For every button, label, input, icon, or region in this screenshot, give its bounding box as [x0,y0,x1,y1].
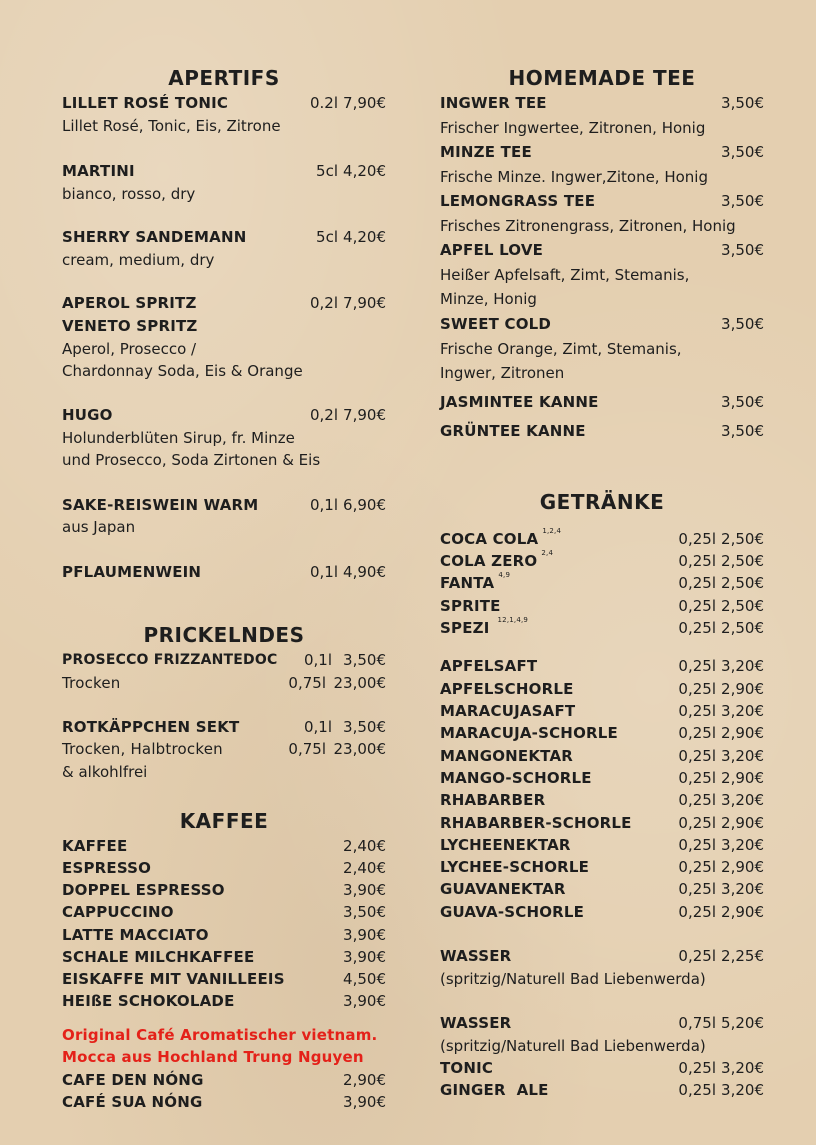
menu-item [440,572,764,594]
item-price: 3,20€ [721,1059,764,1077]
item-price: 23,00€ [333,674,386,692]
item-price: 4,50€ [343,970,386,988]
item-name: MARACUJA-SCHORLE [440,724,618,742]
item-price: 2,90€ [721,680,764,698]
item-name: GRÜNTEE KANNE [440,422,586,440]
menu-item [440,856,764,878]
item-price: 3,50€ [721,241,764,259]
item-description: cream, medium, dry [62,251,215,269]
menu-item [62,160,386,182]
menu-item [440,945,764,967]
menu-item [62,404,386,426]
item-name-text: COCA COLA [440,530,539,548]
special-note [62,1046,386,1068]
item-price: 3,50€ [721,94,764,112]
item-name: TONIC [440,1059,494,1077]
item-description: bianco, rosso, dry [62,185,196,203]
item-quantity: 0,75l [288,740,326,758]
footnote-marker: 4,9 [498,571,511,579]
item-quantity: 0,25l [678,657,716,675]
item-name: VENETO SPRITZ [62,317,198,335]
item-name: RHABARBER-SCHORLE [440,814,632,832]
item-name: APFELSCHORLE [440,680,574,698]
item-name: ROTKÄPPCHEN SEKT [62,718,240,736]
item-price: 7,90€ [343,406,386,424]
menu-item [62,924,386,946]
item-price: 3,50€ [721,422,764,440]
item-name: LYCHEE-SCHORLE [440,858,590,876]
section-title-tee: HOMEMADE TEE [508,66,696,90]
menu-item [440,617,764,639]
item-quantity: 0,25l [678,680,716,698]
menu-item [62,990,386,1012]
item-name: CAPPUCCINO [62,903,174,921]
menu-item [440,550,764,572]
item-quantity: 0,25l [678,1059,716,1077]
item-price: 3,50€ [343,651,386,669]
section-title-kaffee: KAFFEE [179,809,269,833]
item-price: 2,90€ [721,814,764,832]
item-name: MINZE TEE [440,143,532,161]
item-price: 2,50€ [721,574,764,592]
item-name [440,616,670,637]
item-quantity: 0,25l [678,947,716,965]
item-name: APFELSAFT [440,657,538,675]
menu-item [440,722,764,744]
item-price: 23,00€ [333,740,386,758]
item-quantity: 0,1l [303,651,332,669]
item-quantity: 0,25l [678,880,716,898]
item-name [440,549,670,570]
item-price: 2,50€ [721,619,764,637]
menu-item [62,716,386,738]
item-quantity: 0,75l [678,1014,716,1032]
menu-item [62,226,386,248]
footnote-marker: 12,1,4,9 [497,616,529,624]
menu-item [62,494,386,516]
item-name: KAFFEE [62,837,128,855]
menu-item [62,1069,386,1091]
menu-item [62,968,386,990]
menu-item [440,1057,764,1079]
item-description: aus Japan [62,518,136,536]
item-quantity: 0,2l [309,406,338,424]
item-price: 3,90€ [343,881,386,899]
item-price: 2,50€ [721,530,764,548]
item-quantity: 0,75l [288,674,326,692]
item-description: Heißer Apfelsaft, Zimt, Stemanis, [440,266,690,284]
item-description: und Prosecco, Soda Zirtonen & Eis [62,451,321,469]
special-note-line: Mocca aus Hochland Trung Nguyen [62,1048,364,1066]
item-price: 3,20€ [721,836,764,854]
menu-item [62,879,386,901]
item-quantity: 0,1l [309,496,338,514]
menu-item [62,1091,386,1113]
item-name: APFEL LOVE [440,241,544,259]
item-quantity: 0,25l [678,724,716,742]
item-quantity: 0,25l [678,747,716,765]
item-price: 7,90€ [343,294,386,312]
item-name: INGWER TEE [440,94,547,112]
item-quantity: 0,25l [678,903,716,921]
menu-item [440,239,764,261]
item-name: LEMONGRASS TEE [440,192,596,210]
menu-item [62,292,386,314]
item-price: 2,90€ [343,1071,386,1089]
item-name: HEIßE SCHOKOLADE [62,992,235,1010]
menu-item [440,420,764,442]
item-description: Aperol, Prosecco / [62,340,197,358]
menu-item [62,901,386,923]
item-quantity: 0,25l [678,858,716,876]
item-price: 2,50€ [721,597,764,615]
item-quantity: 0,1l [303,718,332,736]
item-name: DOPPEL ESPRESSO [62,881,225,899]
item-name: SHERRY SANDEMANN [62,228,247,246]
item-price: 2,40€ [343,837,386,855]
item-price: 3,20€ [721,747,764,765]
special-note-line: Original Café Aromatischer vietnam. [62,1026,378,1044]
item-description: Trocken [62,674,121,692]
menu-item [440,391,764,413]
section-title-apertifs: APERTIFS [168,66,280,90]
item-name: PFLAUMENWEIN [62,563,202,581]
item-quantity: 0,25l [678,574,716,592]
menu-item [62,649,386,671]
menu-item [440,655,764,677]
menu-item [62,835,386,857]
item-price: 3,50€ [721,143,764,161]
item-price: 3,90€ [343,1093,386,1111]
item-price: 3,50€ [343,718,386,736]
item-name: SCHALE MILCHKAFFEE [62,948,255,966]
menu-item [62,92,386,114]
special-note [62,1024,386,1046]
menu-item [440,878,764,900]
item-name: GUAVA-SCHORLE [440,903,585,921]
menu-item [440,595,764,617]
item-price: 2,90€ [721,858,764,876]
item-name: GUAVANEKTAR [440,880,566,898]
item-description: Frisches Zitronengrass, Zitronen, Honig [440,217,736,235]
item-description: (spritzig/Naturell Bad Liebenwerda) [440,1037,706,1055]
menu-item [440,92,764,114]
menu-item [62,857,386,879]
item-description: Trocken, Halbtrocken [62,740,223,758]
item-description: Frischer Ingwertee, Zitronen, Honig [440,119,706,137]
item-price: 5,20€ [721,1014,764,1032]
item-price: 3,20€ [721,702,764,720]
item-price: 7,90€ [343,94,386,112]
menu-item [440,528,764,550]
menu-item-alt-name [62,315,386,337]
item-price: 2,90€ [721,724,764,742]
item-name: MARACUJASAFT [440,702,576,720]
item-description: Lillet Rosé, Tonic, Eis, Zitrone [62,117,281,135]
menu-item [440,190,764,212]
item-quantity: 5cl [316,228,338,246]
item-price: 4,20€ [343,162,386,180]
item-quantity: 0,25l [678,836,716,854]
item-quantity: 0,25l [678,769,716,787]
menu-item [440,834,764,856]
item-name: APEROL SPRITZ [62,294,197,312]
section-title-getraenke: GETRÄNKE [539,490,665,514]
item-description: Frische Minze. Ingwer,Zitone, Honig [440,168,709,186]
item-name-text: SPEZI [440,619,490,637]
item-quantity: 0,25l [678,552,716,570]
menu-item [62,946,386,968]
item-quantity: 0,2l [309,294,338,312]
item-price: 3,90€ [343,926,386,944]
item-price: 3,20€ [721,791,764,809]
menu-item-variant [62,738,386,760]
item-quantity: 5cl [316,162,338,180]
item-price: 3,50€ [721,192,764,210]
item-price: 3,20€ [721,880,764,898]
item-name: MANGO-SCHORLE [440,769,592,787]
menu-item [440,1012,764,1034]
item-quantity: 0,25l [678,702,716,720]
item-price: 4,20€ [343,228,386,246]
item-name-text: FANTA [440,574,495,592]
menu-item [440,1079,764,1101]
item-name: MARTINI [62,162,135,180]
item-name: LILLET ROSÉ TONIC [62,94,229,112]
item-quantity: 0,25l [678,814,716,832]
menu-item [440,812,764,834]
item-price: 3,50€ [343,903,386,921]
menu-item [440,141,764,163]
item-name-text: COLA ZERO [440,552,538,570]
item-name: WASSER [440,1014,512,1032]
item-price: 3,50€ [721,393,764,411]
item-name: RHABARBER [440,791,546,809]
item-quantity: 0.2l [309,94,338,112]
item-name [440,571,670,592]
item-name: LYCHEENEKTAR [440,836,571,854]
item-price: 3,90€ [343,992,386,1010]
item-quantity: 0,25l [678,597,716,615]
item-price: 2,50€ [721,552,764,570]
item-price: 3,50€ [721,315,764,333]
item-name: SPRITE [440,597,501,615]
menu-item [440,789,764,811]
item-name: ESPRESSO [62,859,152,877]
item-price: 2,90€ [721,903,764,921]
item-description: Chardonnay Soda, Eis & Orange [62,362,303,380]
item-name: WASSER [440,947,512,965]
item-name: JASMINTEE KANNE [440,393,599,411]
item-description: & alkohlfrei [62,763,148,781]
footnote-marker: 2,4 [541,549,554,557]
menu-item [440,767,764,789]
menu-item-variant [62,672,386,694]
item-name: SWEET COLD [440,315,552,333]
item-price: 6,90€ [343,496,386,514]
footnote-marker: 1,2,4 [542,527,562,535]
item-price: 3,20€ [721,657,764,675]
item-price: 2,90€ [721,769,764,787]
menu-item [62,561,386,583]
item-name: GINGER ALE [440,1081,549,1099]
item-name: CAFÉ SUA NÓNG [62,1093,203,1111]
item-name: HUGO [62,406,113,424]
item-quantity: 0,25l [678,530,716,548]
menu-item [440,678,764,700]
item-description: Minze, Honig [440,290,537,308]
item-name: PROSECCO FRIZZANTEDOC [62,652,278,668]
item-quantity: 0,25l [678,1081,716,1099]
item-price: 2,40€ [343,859,386,877]
item-price: 2,25€ [721,947,764,965]
item-price: 4,90€ [343,563,386,581]
item-name: EISKAFFE MIT VANILLEEIS [62,970,285,988]
menu-item [440,745,764,767]
item-quantity: 0,25l [678,791,716,809]
item-quantity: 0,1l [309,563,338,581]
item-price: 3,20€ [721,1081,764,1099]
menu-item [440,313,764,335]
item-name: LATTE MACCIATO [62,926,209,944]
item-quantity: 0,25l [678,619,716,637]
menu-item [440,901,764,923]
item-description: Holunderblüten Sirup, fr. Minze [62,429,295,447]
section-title-prickelndes: PRICKELNDES [143,623,305,647]
item-description: Frische Orange, Zimt, Stemanis, [440,340,682,358]
item-name [440,527,670,548]
item-price: 3,90€ [343,948,386,966]
item-description: Ingwer, Zitronen [440,364,565,382]
item-description: (spritzig/Naturell Bad Liebenwerda) [440,970,706,988]
item-name: MANGONEKTAR [440,747,574,765]
item-name: CAFE DEN NÓNG [62,1071,204,1089]
menu-item [440,700,764,722]
item-name: SAKE-REISWEIN WARM [62,496,259,514]
